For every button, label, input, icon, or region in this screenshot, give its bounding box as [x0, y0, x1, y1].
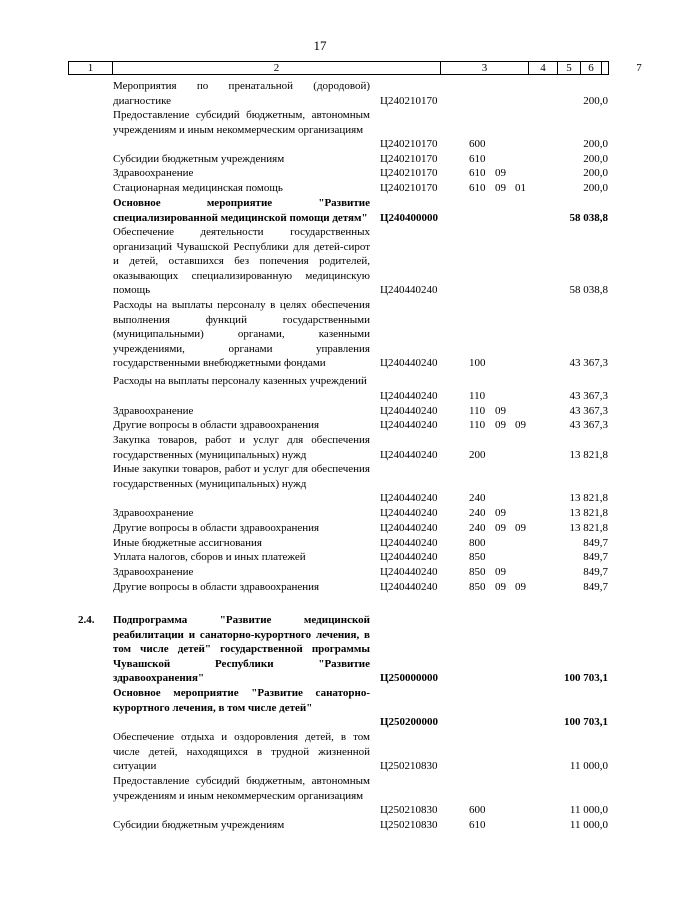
row-code: Ц240440240	[380, 405, 438, 417]
row-code: Ц240440240	[380, 448, 438, 461]
row-code: Ц240440240	[380, 357, 438, 370]
row-amount: 200,0	[583, 153, 608, 165]
row-amount: 849,7	[583, 581, 608, 593]
row-number: 2.4.	[78, 614, 95, 626]
row-code: Ц240210170	[380, 94, 438, 107]
row-name: Основное мероприятие "Развитие санаторно-курортного лечения, в том числе детей"	[113, 687, 370, 714]
row-col4: 100	[469, 357, 486, 370]
row-amount: 200,0	[583, 94, 608, 107]
row-col4: 110	[469, 419, 486, 431]
row-col4: 610	[469, 819, 486, 831]
row-amount: 43 367,3	[569, 419, 608, 431]
row-col5: 09	[495, 419, 506, 431]
row-name: Стационарная медицинская помощь	[113, 182, 283, 194]
row-code: Ц240440240	[380, 284, 438, 297]
row-col6: 01	[515, 182, 526, 194]
row-col4: 600	[469, 138, 486, 151]
row-amount: 100 703,1	[564, 672, 608, 685]
row-name: Иные закупки товаров, работ и услуг для обеспечения государственных (муниципальных) нужд	[113, 463, 370, 490]
header-col-6: 6	[581, 62, 602, 74]
row-amount: 100 703,1	[564, 716, 608, 729]
row-col6: 09	[515, 419, 526, 431]
row-col4: 600	[469, 804, 486, 817]
row-name: Здравоохранение	[113, 405, 194, 417]
row-amount: 849,7	[583, 551, 608, 563]
row-code: Ц240440240	[380, 566, 438, 578]
row-name: Другие вопросы в области здравоохранения	[113, 522, 320, 534]
row-code: Ц240210170	[380, 153, 438, 165]
table-header	[68, 61, 642, 75]
row-code: Ц240440240	[380, 581, 438, 593]
row-col4: 850	[469, 551, 486, 563]
row-amount: 11 000,0	[569, 819, 608, 831]
row-col4: 610	[469, 167, 486, 179]
row-name: Основное мероприятие "Развитие специализированной медицинской помощи детям"	[113, 197, 370, 224]
row-col4: 850	[469, 581, 486, 593]
row-col6: 09	[515, 581, 526, 593]
row-amount: 13 821,8	[569, 448, 608, 461]
row-name: Здравоохранение	[113, 507, 194, 519]
row-col5: 09	[495, 182, 506, 194]
row-name: Предоставление субсидий бюджетным, автономным учреждениям и иным некоммерческим организациям	[113, 775, 370, 802]
row-col5: 09	[495, 167, 506, 179]
row-code: Ц250210830	[380, 760, 438, 773]
row-name: Уплата налогов, сборов и иных платежей	[113, 551, 306, 563]
row-amount: 200,0	[583, 138, 608, 151]
row-col4: 610	[469, 182, 486, 194]
row-name: Обеспечение отдыха и оздоровления детей, в том числе детей, находящихся в трудной жизненной ситуации	[113, 731, 370, 773]
row-amount: 849,7	[583, 566, 608, 578]
row-code: Ц240400000	[380, 211, 439, 224]
row-col4: 610	[469, 153, 486, 165]
row-name: Другие вопросы в области здравоохранения	[113, 581, 320, 593]
row-name: Расходы на выплаты персоналу казенных учреждений	[113, 375, 367, 387]
row-code: Ц240440240	[380, 551, 438, 563]
header-col-3: 3	[441, 62, 529, 74]
row-col5: 09	[495, 522, 506, 534]
row-name: Предоставление субсидий бюджетным, автономным учреждениям и иным некоммерческим организациям	[113, 109, 370, 136]
row-amount: 200,0	[583, 182, 608, 194]
row-code: Ц240210170	[380, 167, 438, 179]
row-amount: 13 821,8	[569, 507, 608, 519]
row-amount: 13 821,8	[569, 522, 608, 534]
header-col-7: 7	[636, 62, 642, 74]
row-name: Здравоохранение	[113, 566, 194, 578]
row-col4: 800	[469, 537, 486, 549]
row-amount: 58 038,8	[569, 211, 608, 224]
row-code: Ц240440240	[380, 522, 438, 534]
page-number: 17	[313, 38, 327, 53]
row-col6: 09	[515, 522, 526, 534]
row-code: Ц250200000	[380, 716, 439, 729]
row-col5: 09	[495, 581, 506, 593]
row-code: Ц240440240	[380, 507, 438, 519]
header-col-2: 2	[113, 62, 441, 74]
row-col5: 09	[495, 507, 506, 519]
row-code: Ц240440240	[380, 537, 438, 549]
row-col4: 850	[469, 566, 486, 578]
row-name: Другие вопросы в области здравоохранения	[113, 419, 320, 431]
row-name: Субсидии бюджетным учреждениям	[113, 819, 285, 831]
row-name: Закупка товаров, работ и услуг для обеспечения государственных (муниципальных) нужд	[113, 434, 370, 461]
row-col4: 240	[469, 522, 486, 534]
row-col4: 240	[469, 507, 486, 519]
row-col4: 240	[469, 492, 486, 505]
row-col5: 09	[495, 566, 506, 578]
row-amount: 200,0	[583, 167, 608, 179]
row-name: Обеспечение деятельности государственных организаций Чувашской Республики для детей-сирот и детей, оставшихся без попечения родителей, оказывающих специализированную медицинскую помощь	[113, 226, 370, 297]
row-name: Иные бюджетные ассигнования	[113, 537, 262, 549]
row-code: Ц250000000	[380, 672, 439, 685]
row-code: Ц240210170	[380, 138, 438, 151]
row-name: Здравоохранение	[113, 167, 194, 179]
row-code: Ц250210830	[380, 819, 438, 831]
row-amount: 43 367,3	[569, 405, 608, 417]
row-amount: 849,7	[583, 537, 608, 549]
row-amount: 43 367,3	[569, 357, 608, 370]
row-name: Мероприятия по пренатальной (дородовой) диагностике	[113, 80, 370, 107]
row-amount: 11 000,0	[569, 804, 608, 817]
row-col4: 110	[469, 389, 486, 402]
row-name: Подпрограмма "Развитие медицинской реабилитации и санаторно-курортного лечения, в том числе детей" государственной программы Чувашской Республики "Развитие здравоохранения"	[113, 614, 370, 685]
row-col5: 09	[495, 405, 506, 417]
row-amount: 43 367,3	[569, 389, 608, 402]
row-amount: 13 821,8	[569, 492, 608, 505]
row-name: Расходы на выплаты персоналу в целях обеспечения выполнения функций государственными (муниципальными) органами, казенными учреждениями, органами управления государственными внебюджетными фондами	[113, 299, 370, 370]
row-code: Ц240440240	[380, 389, 438, 402]
row-code: Ц240440240	[380, 419, 438, 431]
row-col4: 200	[469, 448, 486, 461]
header-col-1: 1	[69, 62, 113, 74]
header-col-4: 4	[529, 62, 558, 74]
row-col4: 110	[469, 405, 486, 417]
row-code: Ц240210170	[380, 182, 438, 194]
header-col-5: 5	[558, 62, 581, 74]
row-name: Субсидии бюджетным учреждениям	[113, 153, 285, 165]
row-amount: 58 038,8	[569, 284, 608, 297]
row-code: Ц250210830	[380, 804, 438, 817]
row-amount: 11 000,0	[569, 760, 608, 773]
row-code: Ц240440240	[380, 492, 438, 505]
